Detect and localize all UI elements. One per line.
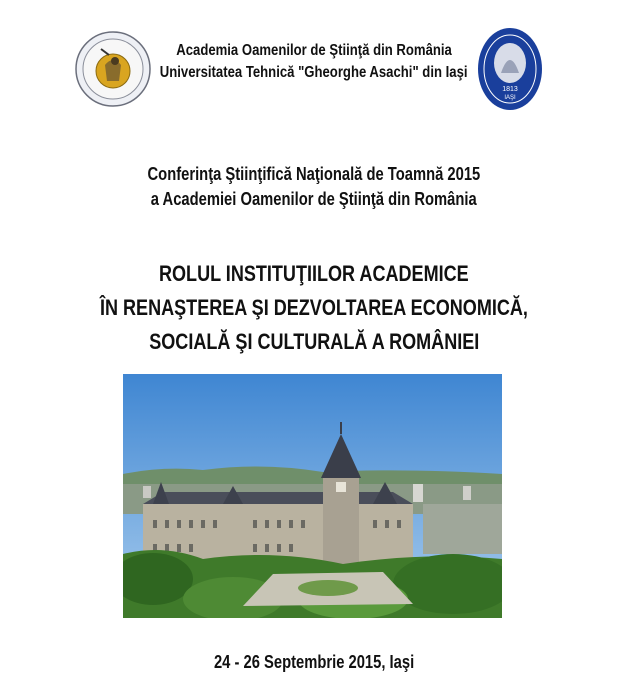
institutions-header [0, 40, 628, 84]
conference-line-1: Conferinţa Ştiinţifică Naţională de Toamnă 2015 [147, 164, 481, 184]
palace-photo [123, 374, 502, 618]
logo-city-text: IAŞI [504, 95, 516, 101]
document-title [0, 257, 628, 359]
institution-university: Universitatea Tehnică "Gheorghe Asachi" din Iaşi [160, 64, 468, 81]
conference-heading [0, 162, 628, 212]
conference-line-2: a Academiei Oamenilor de Ştiinţă din România [151, 189, 477, 209]
title-line-3: SOCIALĂ ŞI CULTURALĂ A ROMÂNIEI [148, 329, 480, 354]
logo-year-text: 1813 [502, 86, 518, 93]
title-line-2: ÎN RENAŞTEREA ŞI DEZVOLTAREA ECONOMICĂ, [100, 295, 528, 320]
date-place-text: 24 - 26 Septembrie 2015, Iaşi [213, 652, 415, 672]
title-line-1: ROLUL INSTITUŢIILOR ACADEMICE [159, 261, 469, 286]
event-date-place [0, 652, 628, 673]
institution-academy: Academia Oamenilor de Ştiinţă din România [176, 42, 452, 59]
